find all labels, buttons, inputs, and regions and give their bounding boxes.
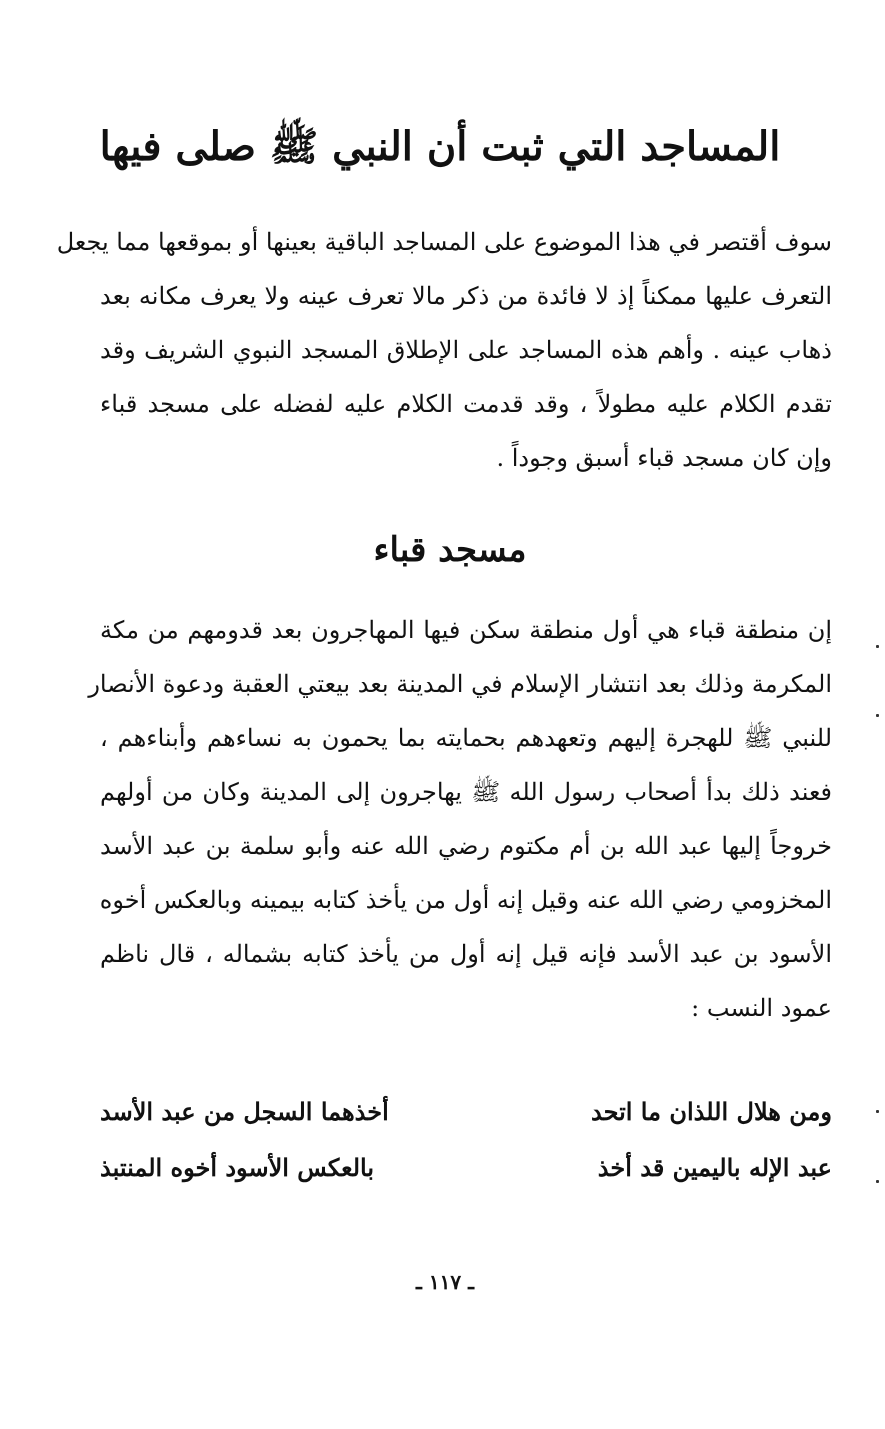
poem-verse [100,1140,832,1196]
body-line: للنبي ﷺ للهجرة إليهم وتعهدهم بحمايته بما يحمون به نساءهم وأبناءهم ، [100,724,832,752]
verse-second-hemistich: أخذهما السجل من عبد الأسد [100,1097,389,1126]
poem-verse [100,1084,832,1140]
margin-dot [876,1110,879,1113]
body-line: المخزومي رضي الله عنه وقيل إنه أول من يأخذ كتابه بيمينه وبالعكس أخوه [99,886,832,914]
verse-first-hemistich: ومن هلال اللذان ما اتحد [591,1097,832,1126]
body-line: الأسود بن عبد الأسد فإنه قيل إنه أول من يأخذ كتابه بشماله ، قال ناظم [100,940,832,968]
body-line: المكرمة وذلك بعد انتشار الإسلام في المدينة بعد بيعتي العقبة ودعوة الأنصار [88,670,832,698]
body-line: إن منطقة قباء هي أول منطقة سكن فيها المهاجرون بعد قدومهم من مكة [100,616,832,644]
margin-dot [876,714,879,717]
intro-line: تقدم الكلام عليه مطولاً ، وقد قدمت الكلام عليه لفضله على مسجد قباء [100,390,832,418]
body-paragraph [88,603,832,1035]
poem-block [100,1084,832,1196]
section-heading: مسجد قباء [373,530,527,570]
intro-line: وإن كان مسجد قباء أسبق وجوداً . [496,444,832,472]
body-line: فعند ذلك بدأ أصحاب رسول الله ﷺ يهاجرون إلى المدينة وكان من أولهم [100,778,832,806]
verse-first-hemistich: عبد الإله باليمين قد أخذ [597,1153,832,1182]
page-title: المساجد التي ثبت أن النبي ﷺ صلى فيها [99,123,781,170]
body-line: عمود النسب : [691,994,832,1022]
verse-second-hemistich: بالعكس الأسود أخوه المنتبذ [100,1153,375,1182]
page-number: ـ ١١٧ ـ [416,1270,474,1294]
intro-line: سوف أقتصر في هذا الموضوع على المساجد الباقية بعينها أو بموقعها مما يجعل [56,228,832,256]
margin-dot [876,645,879,648]
margin-dot [876,1180,879,1183]
intro-paragraph [56,215,832,485]
intro-line: ذهاب عينه . وأهم هذه المساجد على الإطلاق المسجد النبوي الشريف وقد [100,336,832,364]
body-line: خروجاً إليها عبد الله بن أم مكتوم رضي الله عنه وأبو سلمة بن عبد الأسد [100,832,832,860]
intro-line: التعرف عليها ممكناً إذ لا فائدة من ذكر مالا تعرف عينه ولا يعرف مكانه بعد [100,282,832,310]
